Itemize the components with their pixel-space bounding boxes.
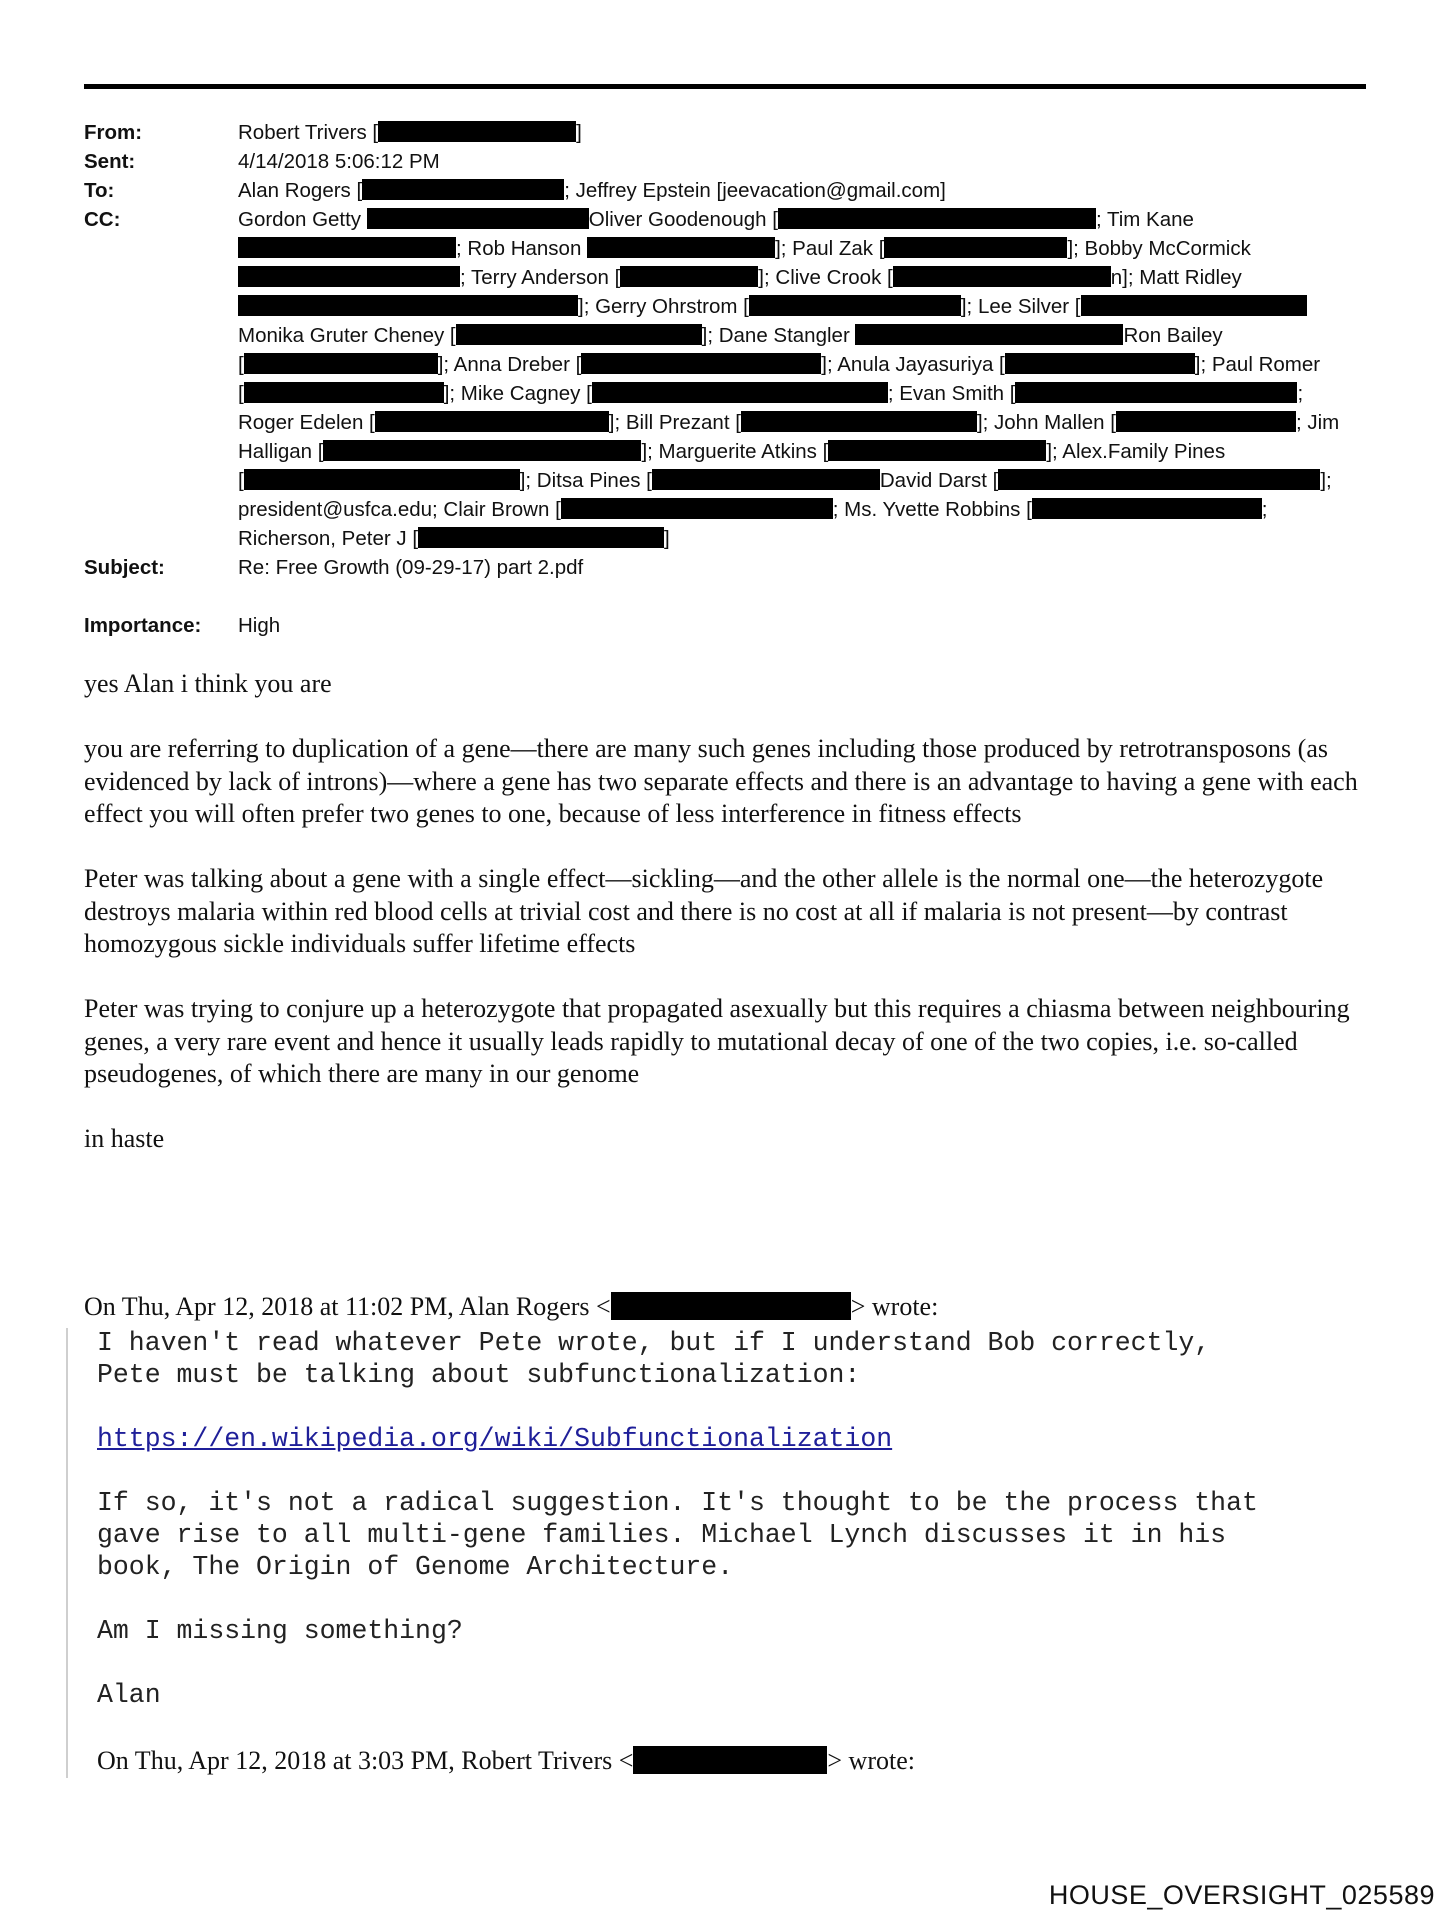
sent-label: Sent: xyxy=(84,150,136,173)
redaction xyxy=(1032,498,1262,519)
redaction xyxy=(1081,295,1307,316)
redaction xyxy=(998,469,1320,490)
redaction xyxy=(611,1292,851,1320)
redaction xyxy=(244,469,520,490)
email-header xyxy=(84,118,1366,640)
quote-intro-2: On Thu, Apr 12, 2018 at 3:03 PM, Robert Trivers < > wrote: xyxy=(97,1746,915,1775)
redaction xyxy=(884,237,1067,258)
from-value: Robert Trivers [ ] xyxy=(238,121,582,144)
cc-row xyxy=(84,205,1366,553)
redaction xyxy=(587,237,775,258)
redaction xyxy=(893,266,1111,287)
redaction xyxy=(561,498,833,519)
to-row xyxy=(84,176,1366,205)
redaction xyxy=(620,266,758,287)
redaction xyxy=(238,237,456,258)
redaction xyxy=(1015,382,1297,403)
importance-value: High xyxy=(238,614,281,637)
body-paragraph: you are referring to duplication of a gene—there are many such genes including those produced by retrotransposons (as evidenced by lack of introns)—where a gene has two separate effects and there is an advantage to having a gene with each effect you will often prefer two genes to one, because of less interference in fitness effects xyxy=(84,734,1358,828)
email-body xyxy=(84,668,1384,1188)
redaction xyxy=(828,440,1046,461)
redaction xyxy=(378,121,576,142)
sent-row xyxy=(84,147,1366,176)
subject-row xyxy=(84,553,1366,582)
quote-intro: On Thu, Apr 12, 2018 at 11:02 PM, Alan Rogers < > wrote: xyxy=(84,1292,939,1321)
subfunctionalization-link[interactable]: https://en.wikipedia.org/wiki/Subfunctionalization xyxy=(97,1424,893,1454)
sent-value: 4/14/2018 5:06:12 PM xyxy=(238,150,440,173)
redaction xyxy=(778,208,1096,229)
redaction xyxy=(375,411,609,432)
redaction xyxy=(244,382,444,403)
redaction xyxy=(244,353,438,374)
redaction xyxy=(592,382,888,403)
top-rule xyxy=(84,84,1366,89)
to-label: To: xyxy=(84,179,115,202)
redaction xyxy=(367,208,589,229)
body-paragraph: Peter was trying to conjure up a heterozygote that propagated asexually but this requires a chiasma between neighbouring genes, a very rare event and hence it usually leads rapidly to mutational decay of one of the two copies, i.e. so-called pseudogenes, of which there are many in our genome xyxy=(84,994,1350,1088)
body-paragraph: Peter was talking about a gene with a single effect—sickling—and the other allele is the normal one—the heterozygote destroys malaria within red blood cells at trivial cost and there is no cost at all if malaria is not present—by contrast homozygous sickle individuals suffer lifetime effects xyxy=(84,864,1324,958)
quoted-paragraph: If so, it's not a radical suggestion. It's thought to be the process that gave rise to all multi-gene families. Michael Lynch discusses it in his book, The Origin of Genome Architecture. xyxy=(97,1488,1258,1582)
redaction xyxy=(362,179,564,200)
cc-label: CC: xyxy=(84,208,121,231)
redaction xyxy=(1005,353,1195,374)
quoted-signature: Alan xyxy=(97,1680,161,1710)
redaction xyxy=(238,266,460,287)
cc-value: Gordon Getty Oliver Goodenough [ ; Tim Kane ; Rob Hanson ]; Paul Zak [ ]; Bobby McCormick ; Terry Anderson [ ]; Clive Crook [ n]; Matt Ridley ]; Gerry Ohrstrom [ ]; Lee Silver [ Monika Gruter Cheney [ ]; Dane Stangler Ron Bailey [ ]; Anna Dreber [ ]; Anula Jayasuriya [ ]; Paul Romer [ ]; Mike Cagney [ ; Evan Smith [ ; Roger Edelen [ ]; Bill Prezant [ ]; John Mallen [ ; Jim Halligan [ ]; Marguerite Atkins [ ]; Alex.Family Pines [ ]; Ditsa Pines [ David Darst [ ]; president@usfca.edu; Clair Brown [ ; Ms. Yvette Robbins [ ; Richerson, Peter J [ ] xyxy=(238,208,1340,550)
importance-row xyxy=(84,611,1366,640)
redaction xyxy=(749,295,961,316)
importance-label: Importance: xyxy=(84,614,202,637)
redaction xyxy=(1116,411,1296,432)
bates-number: HOUSE_OVERSIGHT_025589 xyxy=(1048,1880,1435,1910)
body-paragraph: yes Alan i think you are xyxy=(84,669,332,698)
quoted-link-line xyxy=(97,1423,1397,1455)
from-label: From: xyxy=(84,121,143,144)
redaction xyxy=(855,324,1123,345)
redaction xyxy=(323,440,641,461)
quoted-message xyxy=(97,1327,1397,1743)
to-value: Alan Rogers [ ; Jeffrey Epstein [jeevacation@gmail.com] xyxy=(238,179,946,202)
redaction xyxy=(456,324,702,345)
from-row xyxy=(84,118,1366,147)
redaction xyxy=(741,411,977,432)
subject-value: Re: Free Growth (09-29-17) part 2.pdf xyxy=(238,556,584,579)
redaction xyxy=(652,469,880,490)
redaction xyxy=(418,527,664,548)
redaction xyxy=(633,1746,827,1774)
subject-label: Subject: xyxy=(84,556,165,579)
quoted-paragraph: Am I missing something? xyxy=(97,1616,463,1646)
quoted-paragraph: I haven't read whatever Pete wrote, but if I understand Bob correctly, Pete must be talking about subfunctionalization: xyxy=(97,1328,1211,1390)
redaction xyxy=(581,353,821,374)
redaction xyxy=(238,295,578,316)
body-paragraph: in haste xyxy=(84,1124,165,1153)
